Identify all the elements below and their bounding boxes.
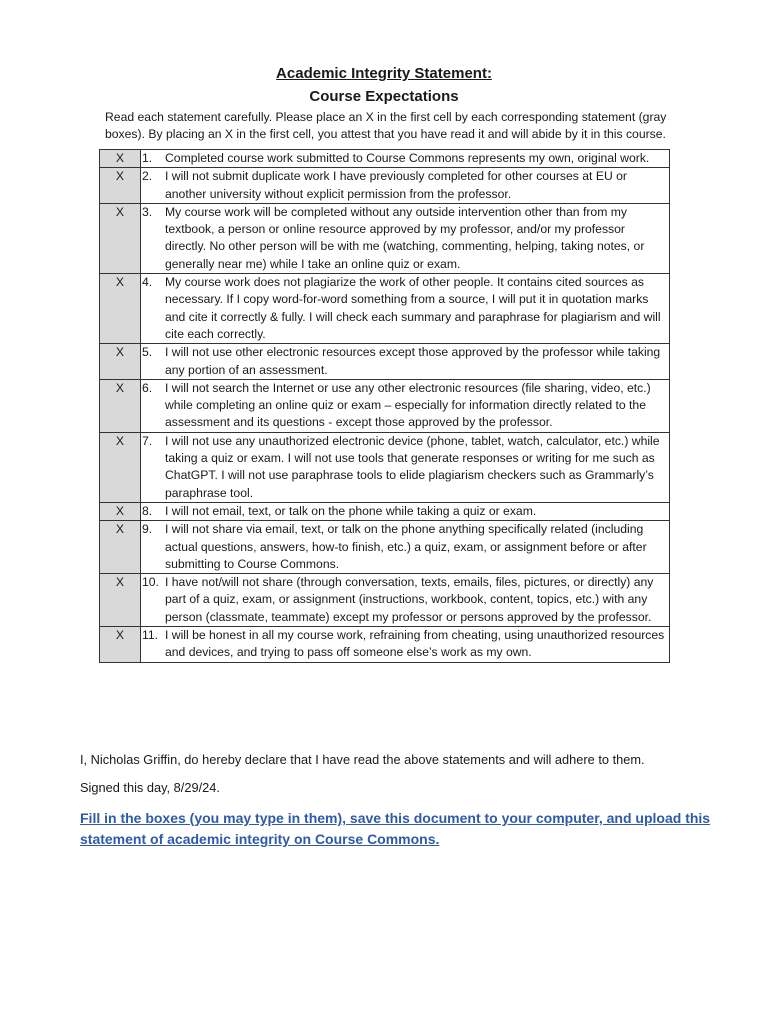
statement-content	[141, 574, 669, 626]
statement-row	[100, 627, 670, 663]
statement-number: 11.	[142, 628, 159, 643]
statement-content	[141, 344, 669, 379]
statement-text: I will not submit duplicate work I have previously completed for other courses at EU or another university without explicit permission from the professor.	[165, 169, 627, 201]
statement-number: 9.	[142, 522, 153, 537]
statement-content	[141, 433, 669, 502]
statement-row	[100, 150, 670, 168]
attest-mark-cell[interactable]: X	[100, 521, 141, 574]
statement-number: 8.	[142, 503, 153, 518]
statement-row	[100, 203, 670, 273]
statement-text: I will not email, text, or talk on the phone while taking a quiz or exam.	[165, 503, 537, 518]
statement-row	[100, 521, 670, 574]
attest-mark-cell[interactable]: X	[100, 627, 141, 663]
statement-cell	[141, 203, 670, 273]
attest-mark-cell[interactable]: X	[100, 274, 141, 344]
statement-number: 4.	[142, 275, 153, 290]
statement-number: 3.	[142, 204, 153, 219]
statement-number: 6.	[142, 380, 153, 395]
attest-mark-cell[interactable]: X	[100, 203, 141, 273]
statement-number: 7.	[142, 433, 153, 448]
statement-cell	[141, 521, 670, 574]
statement-row	[100, 344, 670, 380]
statement-content	[141, 168, 669, 203]
statement-cell	[141, 574, 670, 627]
statement-cell	[141, 168, 670, 204]
statement-text: I will not use other electronic resources except those approved by the professor while taking any portion of an assessment.	[165, 345, 661, 377]
statement-content	[141, 627, 669, 662]
upload-instructions-link[interactable]: Fill in the boxes (you may type in them), save this document to your computer, and upload this statement of academic integrity on Course Commons.	[80, 810, 711, 847]
attest-mark-cell[interactable]: X	[100, 502, 141, 520]
statement-content	[141, 150, 669, 167]
statement-cell	[141, 379, 670, 432]
statement-cell	[141, 627, 670, 663]
statement-number: 5.	[142, 345, 153, 360]
document-subtitle: Course Expectations	[309, 88, 459, 105]
statement-content	[141, 274, 669, 343]
statement-text: My course work does not plagiarize the work of other people. It contains cited sources as necessary. If I copy word-for-word something from a source, I will put it in quotation marks and cite it correctly & fully. I will check each summary and paraphrase for plagiarism and will cite each correctly.	[165, 275, 661, 341]
statement-text: Completed course work submitted to Course Commons represents my own, original work.	[165, 151, 650, 165]
statement-content	[141, 503, 669, 520]
statement-content	[141, 521, 669, 573]
document-title: Academic Integrity Statement:	[276, 65, 492, 82]
statement-content	[141, 380, 669, 432]
signed-date: Signed this day, 8/29/24.	[80, 780, 220, 795]
statement-content	[141, 204, 669, 273]
statement-cell	[141, 344, 670, 380]
statement-number: 1.	[142, 151, 153, 165]
statement-row	[100, 432, 670, 502]
statement-row	[100, 502, 670, 520]
statement-row	[100, 168, 670, 204]
statement-number: 10.	[142, 575, 159, 590]
declaration-text: I, Nicholas Griffin, do hereby declare that I have read the above statements and will adhere to them.	[80, 752, 645, 767]
statement-cell	[141, 274, 670, 344]
statement-text: I will be honest in all my course work, refraining from cheating, using unauthorized resources and devices, and trying to pass off someone else’s work as my own.	[165, 628, 665, 660]
statement-number: 2.	[142, 169, 153, 184]
statement-row	[100, 379, 670, 432]
statement-text: I will not use any unauthorized electronic device (phone, tablet, watch, calculator, etc.) while taking a quiz or exam. I will not use tools that generate responses or writing for me such as ChatGPT. I will not use paraphrase tools to elide plagiarism checkers such as Grammarly’s paraphrase tool.	[165, 433, 660, 500]
attest-mark-cell[interactable]: X	[100, 574, 141, 627]
attest-mark-cell[interactable]: X	[100, 168, 141, 204]
intro-paragraph: Read each statement carefully. Please place an X in the first cell by each corresponding statement (gray boxes). By placing an X in the first cell, you attest that you have read it and will abide by it in this course.	[105, 110, 667, 141]
attest-mark-cell[interactable]: X	[100, 344, 141, 380]
statement-text: I will not search the Internet or use any other electronic resources (file sharing, video, etc.) while completing an online quiz or exam – especially for information directly related to the assessment and its questions - except those approved by the professor.	[165, 380, 651, 430]
statement-text: I will not share via email, text, or talk on the phone anything specifically related (including actual questions, answers, how-to finish, etc.) a quiz, exam, or assignment before or after submitting to Course Commons.	[165, 522, 647, 571]
statements-table	[99, 149, 670, 663]
statement-row	[100, 274, 670, 344]
statement-text: My course work will be completed without any outside intervention other than from my textbook, a person or online resource approved by my professor, and/or my professor directly. No other person will be with me (watching, commenting, helping, taking notes, or generally near me) while I take an online quiz or exam.	[165, 204, 645, 271]
statement-cell	[141, 502, 670, 520]
attest-mark-cell[interactable]: X	[100, 379, 141, 432]
attest-mark-cell[interactable]: X	[100, 432, 141, 502]
statement-cell	[141, 432, 670, 502]
statement-text: I have not/will not share (through conversation, texts, emails, files, pictures, or directly) any part of a quiz, exam, or assignment (instructions, workbook, content, topics, etc.) with any person (classmate, teammate) except my professor or persons approved by the professor.	[165, 575, 654, 624]
statement-cell	[141, 150, 670, 168]
statement-row	[100, 574, 670, 627]
attest-mark-cell[interactable]: X	[100, 150, 141, 168]
